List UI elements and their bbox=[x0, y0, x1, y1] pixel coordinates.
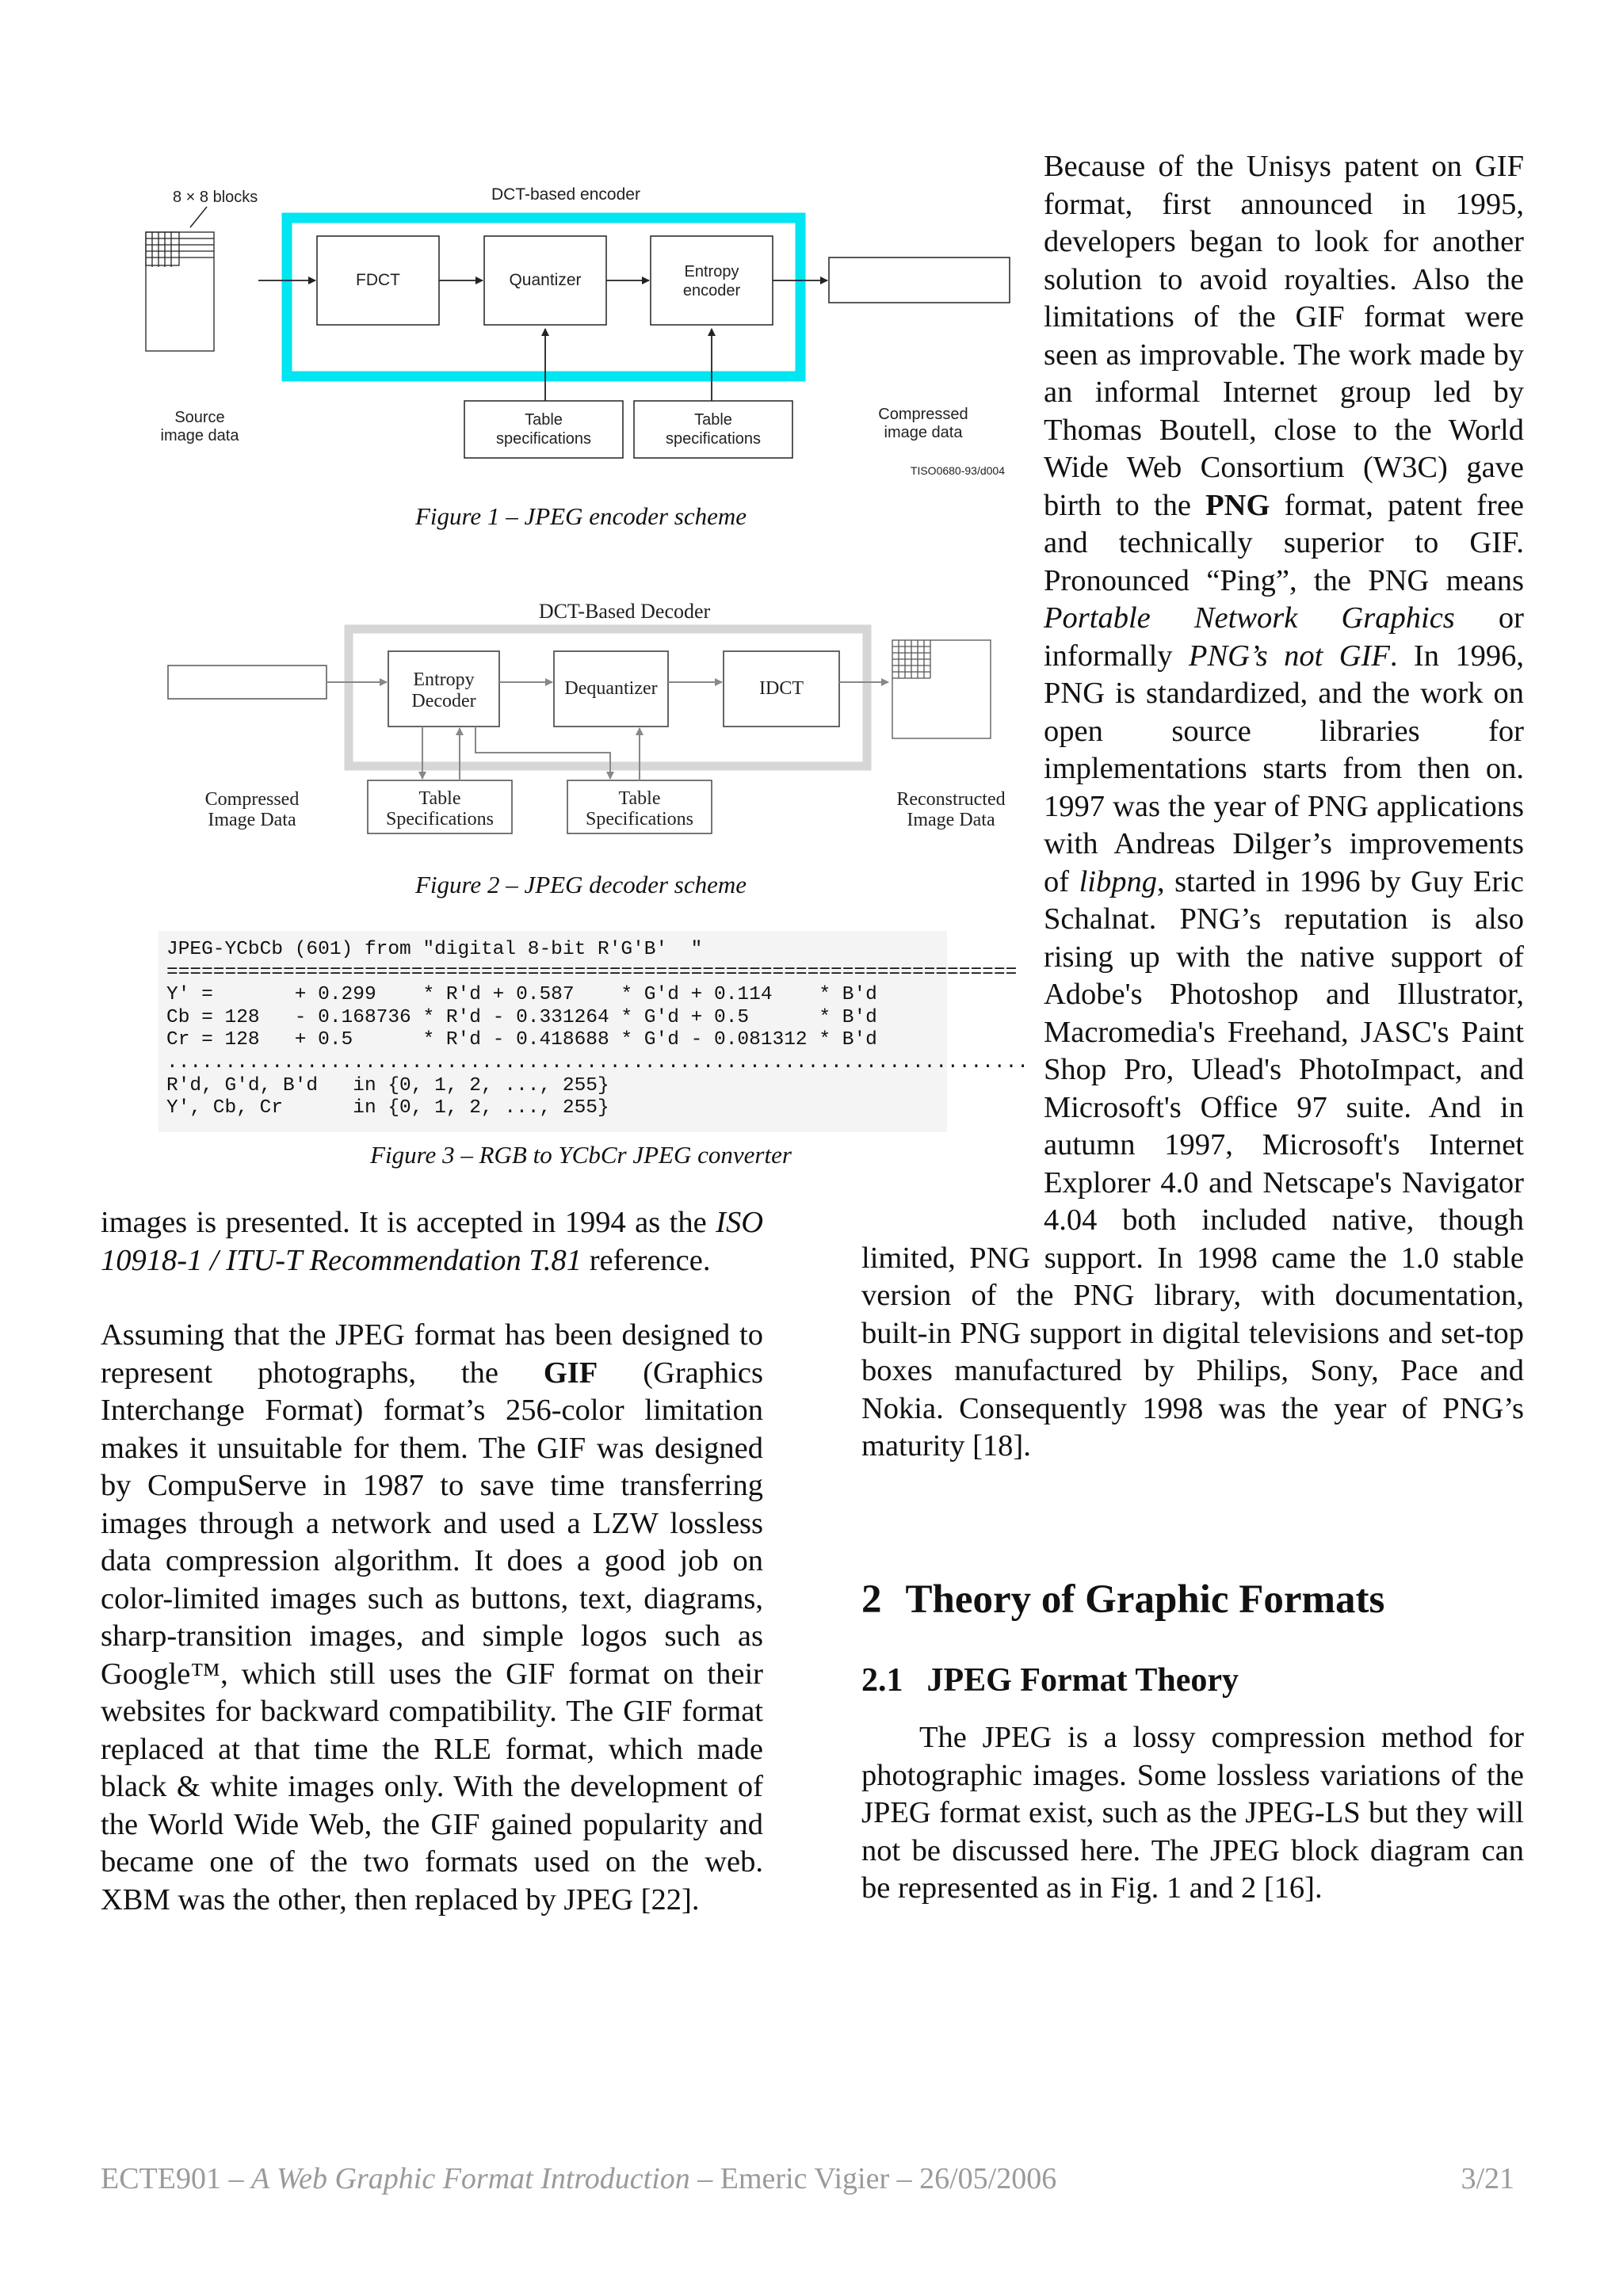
fdct-label: FDCT bbox=[356, 271, 400, 289]
table-spec-box-2 bbox=[634, 401, 792, 458]
idct-label: IDCT bbox=[759, 678, 804, 699]
section-heading: 2 Theory of Graphic Formats bbox=[861, 1577, 1385, 1622]
figure-1-caption: Figure 1 – JPEG encoder scheme bbox=[414, 502, 747, 530]
entropy-label-1: Entropy bbox=[684, 263, 739, 280]
reconstructed-label-1: Reconstructed bbox=[896, 789, 1006, 810]
decoder-table1-label-1: Table bbox=[418, 788, 461, 809]
compressed-label-1: Compressed bbox=[878, 406, 968, 423]
jpeg-theory-text: The JPEG is a lossy compression method for photographic images. Some lossless variations of the JPEG format exist, such as the JPEG-LS but they will not be discussed here. The JPEG block diagram can be represented as in Fig. 1 and 2 [16]. bbox=[861, 1721, 1524, 1905]
quantizer-label: Quantizer bbox=[509, 271, 582, 289]
decoder-input-box bbox=[168, 666, 327, 699]
code-line: ========================================================================= bbox=[166, 961, 1018, 983]
source-label-2: image data bbox=[160, 427, 239, 444]
source-label-1: Source bbox=[174, 409, 225, 426]
table-spec-box-1 bbox=[464, 401, 623, 458]
code-line: .......................................................................... bbox=[166, 1051, 1029, 1074]
code-line: Y' = + 0.299 * R'd + 0.587 * G'd + 0.114 * B'd bbox=[166, 984, 877, 1006]
blocks-pointer bbox=[190, 207, 207, 227]
decoder-table1-label-2: Specifications bbox=[386, 809, 494, 830]
table2-label-1: Table bbox=[694, 411, 732, 429]
right-column-text bbox=[861, 148, 1524, 1466]
paragraph-gif: Assuming that the JPEG format has been designed to represent photographs, the GIF (Graphics Interchange Format) format’s 256-color limitation makes it unsuitable for them. The GIF was designed by CompuServe in 1987 to save time transferring images through a network and used a LZW lossless data compression algorithm. It does a good job on color-limited images such as buttons, text, diagrams, sharp-transition images, and simple logos such as Google™, which still uses the GIF format on their websites for backward compatibility. The GIF format replaced at that time the RLE format, which made black & white images only. With the development of the World Wide Web, the GIF gained popularity and became one of the two formats used on the web. XBM was the other, then replaced by JPEG [22]. bbox=[101, 1318, 763, 1917]
source-grid-icon bbox=[146, 232, 214, 351]
figure-code-id: TISO0680-93/d004 bbox=[910, 464, 1005, 477]
compressed-label-2: image data bbox=[884, 424, 963, 441]
figure-2-caption: Figure 2 – JPEG decoder scheme bbox=[414, 871, 747, 898]
code-line: R'd, G'd, B'd in {0, 1, 2, ..., 255} bbox=[166, 1074, 609, 1097]
entropy-encoder-block bbox=[651, 236, 773, 325]
decoder-compressed-label-1: Compressed bbox=[204, 789, 300, 810]
subsection-heading: 2.1 JPEG Format Theory bbox=[861, 1662, 1239, 1699]
decoder-table2-label-2: Specifications bbox=[586, 809, 693, 830]
left-column-text bbox=[101, 1204, 763, 1919]
entropy-decoder-label-2: Decoder bbox=[411, 691, 476, 711]
code-line: Y', Cb, Cr in {0, 1, 2, ..., 255} bbox=[166, 1097, 609, 1119]
entropy-decoder-label-1: Entropy bbox=[413, 669, 475, 690]
code-line: Cb = 128 - 0.168736 * R'd - 0.331264 * G'd + 0.5 * B'd bbox=[166, 1006, 877, 1028]
page-number: 3/21 bbox=[1461, 2162, 1514, 2195]
table2-label-2: specifications bbox=[665, 430, 762, 448]
decoder-table2-label-1: Table bbox=[618, 788, 661, 809]
dequantizer-label: Dequantizer bbox=[564, 678, 658, 699]
figure-3-caption: Figure 3 – RGB to YCbCr JPEG converter bbox=[370, 1141, 792, 1169]
reconstructed-label-2: Image Data bbox=[907, 810, 995, 830]
encoder-title: DCT-based encoder bbox=[491, 185, 640, 204]
decoder-title: DCT-Based Decoder bbox=[538, 600, 711, 623]
table1-label-2: specifications bbox=[495, 430, 592, 448]
decoder-compressed-label-2: Image Data bbox=[208, 810, 296, 830]
arrow-entropy-table2 bbox=[475, 727, 610, 779]
entropy-label-2: encoder bbox=[682, 282, 741, 299]
code-line: JPEG-YCbCb (601) from "digital 8-bit R'G'B' " bbox=[166, 939, 703, 960]
page-footer: ECTE901 – A Web Graphic Format Introduction – Emeric Vigier – 26/05/2006 3/21 bbox=[101, 2162, 1514, 2195]
float-spacer bbox=[861, 148, 1044, 1222]
paragraph-png: Because of the Unisys patent on GIF format, first announced in 1995, developers began to look for another solution to avoid royalties. Also the limitations of the GIF format were seen as improvable. The work made by an informal Internet group led by Thomas Boutell, close to the World Wide Web Consortium (W3C) gave birth to the PNG format, patent free and technically superior to GIF. Pronounced “Ping”, the PNG means Portable Network Graphics or informally PNG’s not GIF. In 1996, PNG is standardized, and the work on open source libraries for implementations starts from then on. 1997 was the year of PNG applications with Andreas Dilger’s improvements of libpng, started in 1996 by Guy Eric Schalnat. PNG’s reputation is also rising up with the native support of Adobe's Photoshop and Illustrator, Macromedia's Freehand, JASC's Paint Shop Pro, Ulead's PhotoImpact, and Microsoft's Office 97 suite. And in autumn 1997, Microsoft's Internet Explorer 4.0 and Netscape's Navigator 4.04 both included native, though limited, PNG support. In 1998 came the 1.0 stable version of the PNG library, with documentation, built-in PNG support in digital televisions and set-top boxes manufactured by Philips, Sony, Pace and Nokia. Consequently 1998 was the year of PNG’s maturity [18]. bbox=[861, 150, 1524, 1463]
code-line: Cr = 128 + 0.5 * R'd - 0.418688 * G'd - 0.081312 * B'd bbox=[166, 1029, 877, 1051]
blocks-label: 8 × 8 blocks bbox=[173, 189, 258, 206]
paragraph-iso: images is presented. It is accepted in 1994 as the ISO 10918-1 / ITU-T Recommendation T.81 reference. bbox=[101, 1206, 763, 1277]
table1-label-1: Table bbox=[525, 411, 563, 429]
figure-3-code bbox=[158, 931, 1029, 1132]
